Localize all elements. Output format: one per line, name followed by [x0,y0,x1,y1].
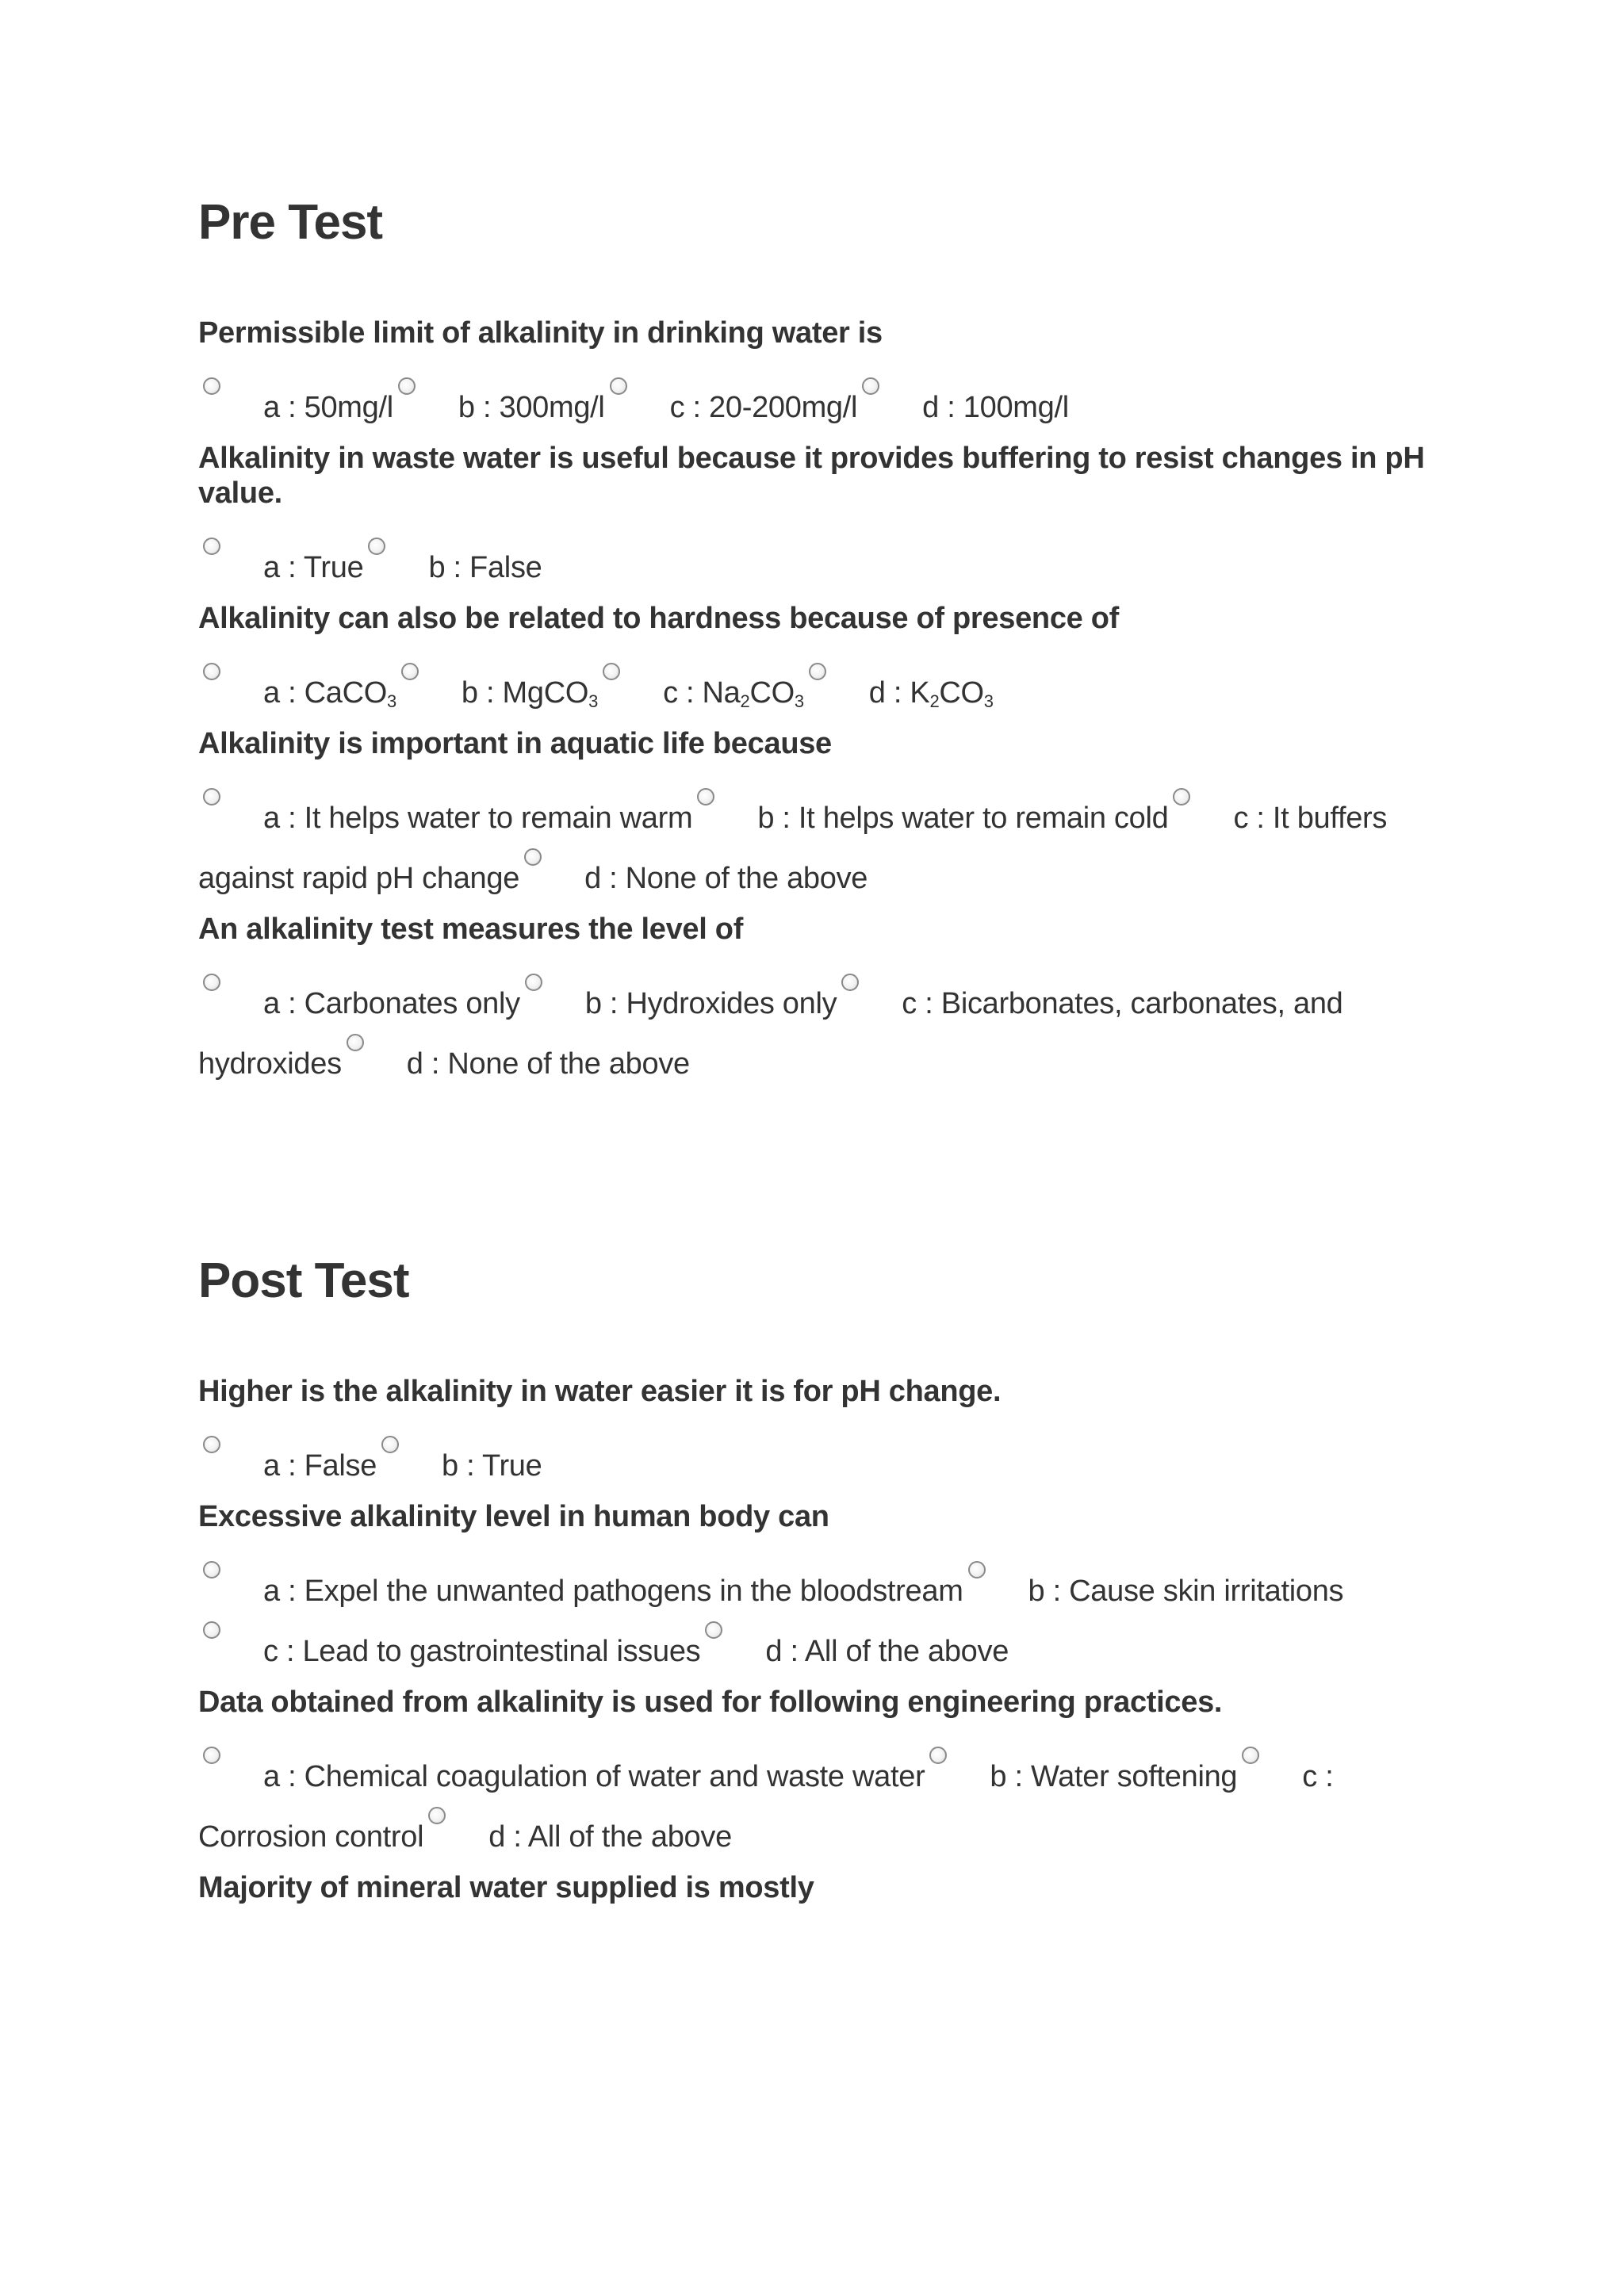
question-text: Alkalinity can also be related to hardness because of presence of [198,602,1120,635]
radio-option-a[interactable] [203,788,220,806]
radio-option-b[interactable] [697,788,714,806]
options-row [198,1436,1435,1496]
option-label: b : Water softening [990,1760,1238,1793]
options-row [198,974,1435,1094]
option-label: b : False [428,551,542,584]
radio-option-d[interactable] [862,377,879,395]
radio-option-b[interactable] [398,377,416,395]
radio-option-c[interactable] [603,663,620,680]
options-row [198,538,1435,598]
option-label: b : 300mg/l [458,391,605,424]
option-label: a : Chemical coagulation of water and waste water [263,1760,925,1793]
radio-option-c[interactable] [610,377,627,395]
options-row [198,1747,1435,1867]
radio-option-a[interactable] [203,1561,220,1578]
option-label: b : MgCO$_3$ [461,676,599,711]
option-label: c : Lead to gastrointestinal issues [263,1635,701,1668]
radio-option-a[interactable] [203,538,220,555]
option-label: d : $K_2CO_3$ [868,676,994,711]
question-text: Data obtained from alkalinity is used for following engineering practices. [198,1686,1223,1719]
radio-option-a[interactable] [203,1747,220,1764]
option-label: a : Carbonates only [263,987,520,1020]
quiz-page [198,0,1435,1905]
radio-option-b[interactable] [381,1436,399,1453]
option-label: d : None of the above [406,1047,690,1081]
radio-option-b[interactable] [525,974,542,991]
question-text: An alkalinity test measures the level of [198,913,744,946]
pre-test-title: Pre Test [198,195,383,250]
option-label: a : Expel the unwanted pathogens in the bloodstream [263,1575,963,1608]
radio-option-a[interactable] [203,974,220,991]
radio-option-a[interactable] [203,377,220,395]
radio-option-d[interactable] [705,1621,722,1639]
radio-option-c[interactable] [1173,788,1190,806]
option-label: b : True [442,1449,542,1483]
radio-option-d[interactable] [347,1034,364,1051]
option-label: d : 100mg/l [922,391,1069,424]
radio-option-b[interactable] [401,663,419,680]
option-label: a : CaCO$_3$ [263,676,396,711]
question-text: Excessive alkalinity level in human body can [198,1500,829,1533]
option-label: c : Bicarbonates, carbonates, and hydroxides [198,987,1343,1081]
option-label: c : 20-200mg/l [669,391,858,424]
radio-option-b[interactable] [968,1561,986,1578]
question-text: Majority of mineral water supplied is mostly [198,1871,814,1904]
question-text: Alkalinity in waste water is useful because it provides buffering to resist changes in pH value. [198,442,1425,510]
post-test-title: Post Test [198,1253,409,1308]
option-label: a : It helps water to remain warm [263,802,693,835]
option-label: d : All of the above [488,1820,732,1854]
radio-option-c[interactable] [1242,1747,1259,1764]
options-row [198,788,1435,909]
options-row [198,663,1435,723]
question-text: Alkalinity is important in aquatic life because [198,727,832,760]
radio-option-b[interactable] [929,1747,947,1764]
question-text: Higher is the alkalinity in water easier it is for pH change. [198,1375,1002,1408]
option-label: b : Hydroxides only [584,987,837,1020]
option-label: b : It helps water to remain cold [757,802,1169,835]
options-row [198,1561,1435,1682]
option-label: a : False [263,1449,377,1483]
options-row [198,377,1435,438]
radio-option-c[interactable] [203,1621,220,1639]
radio-option-a[interactable] [203,1436,220,1453]
option-label: a : True [263,551,364,584]
option-label: a : 50mg/l [263,391,393,424]
option-label: c : Corrosion control [198,1760,1334,1854]
radio-option-b[interactable] [368,538,385,555]
radio-option-d[interactable] [428,1807,446,1824]
option-label: c : It buffers against rapid pH change [198,802,1388,895]
option-label: c : $Na_2CO_3$ [663,676,804,711]
question-text: Permissible limit of alkalinity in drinking water is [198,316,883,350]
radio-option-a[interactable] [203,663,220,680]
option-label: b : Cause skin irritations [1028,1575,1344,1608]
radio-option-d[interactable] [524,848,542,866]
option-label: d : All of the above [765,1635,1009,1668]
option-label: d : None of the above [584,862,868,895]
radio-option-d[interactable] [809,663,826,680]
radio-option-c[interactable] [841,974,859,991]
